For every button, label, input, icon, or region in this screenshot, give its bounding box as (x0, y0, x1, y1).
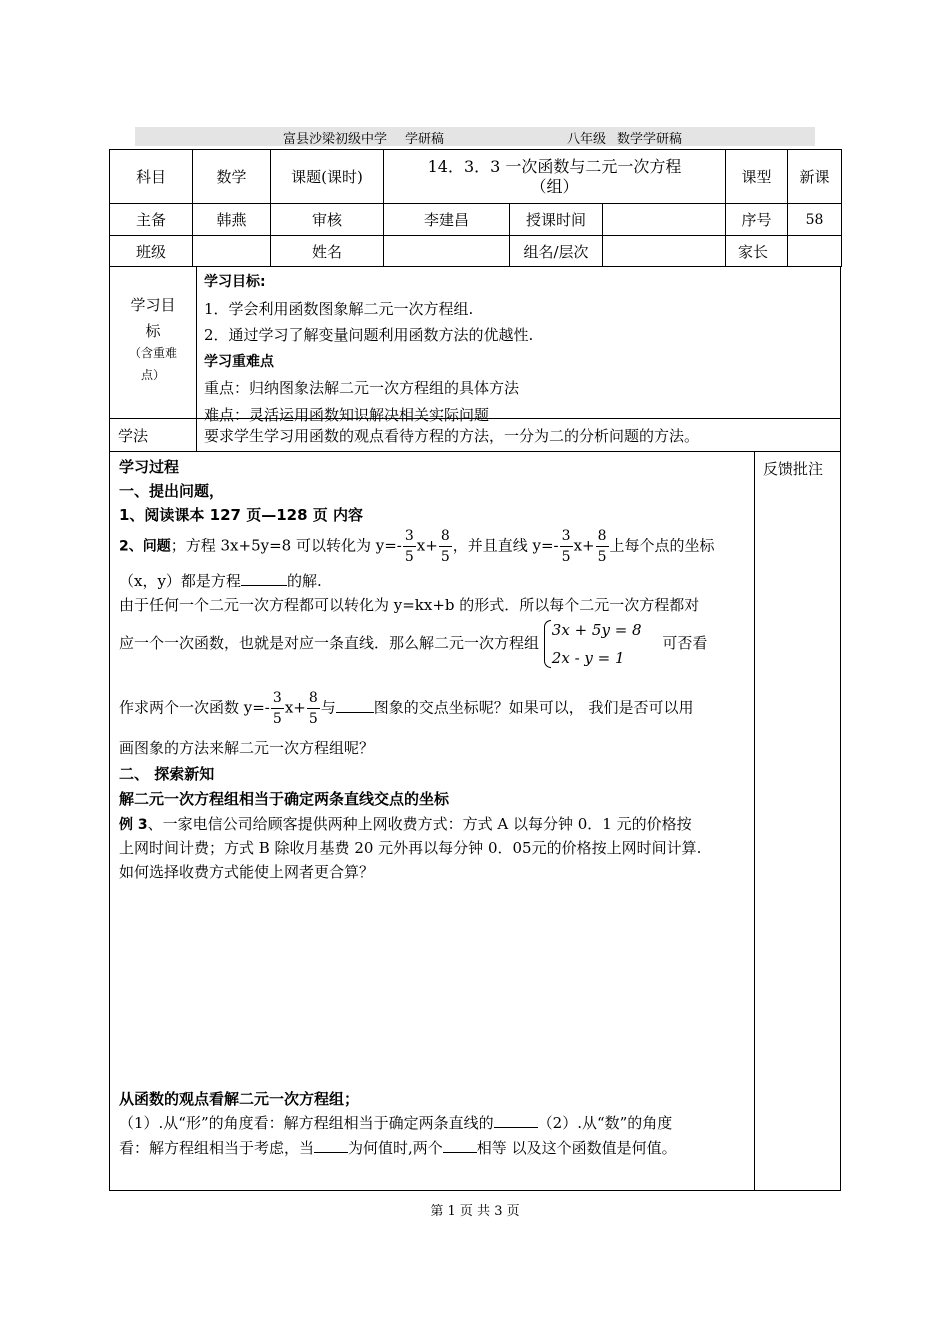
fraction: $\frac{8}{5}$ (597, 528, 607, 565)
parent-label-cell: 家长 (726, 236, 788, 267)
topic-line-1: 14．3．3 一次函数与二元一次方程 (427, 156, 682, 176)
document-header (135, 127, 815, 146)
reviewer-label-cell: 审核 (271, 204, 384, 236)
section-3-title: 从函数的观点看解二元一次方程组； (119, 1090, 360, 1108)
serial-label-cell: 序号 (726, 204, 788, 236)
section-3-line-2: 看：解方程组相当于考虑，当 为何值时,两个 相等 以及这个函数值是何值。 (119, 1139, 677, 1157)
example-label: 例 3 (119, 817, 148, 833)
lesson-body (109, 266, 841, 1191)
method-text: 要求学生学习用函数的观点看待方程的方法，一分为二的分析问题的方法。 (204, 427, 700, 445)
section-1-item-1: 1、阅读课本 127 页—128 页 内容 (119, 506, 363, 524)
goal-label-line-3: （含重难 (128, 346, 177, 360)
answer-blank[interactable] (443, 1140, 477, 1153)
fraction: $\frac{3}{5}$ (272, 690, 282, 727)
question-label: 2、问题 (119, 538, 171, 555)
name-label-cell: 姓名 (271, 236, 384, 267)
feedback-label: 反馈批注 (763, 460, 824, 478)
method-label: 学法 (118, 427, 149, 445)
teach-time-label-cell: 授课时间 (510, 204, 603, 236)
school-name: 富县沙梁初级中学 (283, 132, 388, 147)
goal-title: 学习目标: (204, 274, 266, 290)
section-2-title: 二、 探索新知 (119, 765, 215, 783)
paragraph-line-3: 作求两个一次函数 y=- $\frac{3}{5}$ x+ $\frac{8}{5}$ 与 图象的交点坐标呢？如果可以， 我们是否可以用 (119, 690, 694, 727)
class-value-cell[interactable] (193, 236, 271, 267)
preparer-value-cell: 韩燕 (193, 204, 271, 236)
goal-label-line-4: 点） (140, 368, 165, 382)
reviewer-value-cell: 李建昌 (384, 204, 510, 236)
parent-value-cell[interactable] (788, 236, 842, 267)
preparer-label-cell: 主备 (110, 204, 193, 236)
topic-line-2: （组） (530, 176, 579, 196)
group-label-cell: 组名/层次 (510, 236, 603, 267)
equation-system: 3x + 5y = 8 2x - y = 1 (544, 616, 642, 672)
paragraph-line-1: 由于任何一个二元一次方程都可以转化为 y=kx+b 的形式．所以每个二元一次方程都对 (119, 596, 700, 614)
example-line-1: 例 3、一家电信公司给顾客提供两种上网收费方式：方式 A 以每分钟 0．1 元的价格按 (119, 815, 692, 833)
fraction: $\frac{3}{5}$ (404, 528, 414, 565)
group-value-cell[interactable] (603, 236, 726, 267)
answer-blank[interactable] (241, 573, 287, 586)
class-label-cell: 班级 (110, 236, 193, 267)
goal-item-2: 2．通过学习了解变量问题利用函数方法的优越性. (204, 326, 534, 344)
answer-blank[interactable] (336, 700, 374, 713)
topic-value-cell (384, 150, 726, 204)
goal-label-cell (110, 266, 197, 418)
question-line: 2、问题；方程 3x+5y=8 可以转化为 y=- $\frac{3}{5}$ x+ $\frac{8}{5}$ ，并且直线 y=- $\frac{3}{5}$ x+ $\frac{8}{5}$ 上每个点的坐标 (119, 528, 715, 565)
answer-blank[interactable] (494, 1115, 538, 1128)
info-table (109, 149, 842, 267)
name-value-cell[interactable] (384, 236, 510, 267)
subject-value-cell: 数学 (193, 150, 271, 204)
process-title: 学习过程 (119, 458, 180, 476)
fraction: $\frac{8}{5}$ (308, 690, 318, 727)
goal-item-1: 1．学会利用函数图象解二元一次方程组. (204, 299, 474, 318)
method-row (110, 419, 840, 452)
paragraph-line-4: 画图象的方法来解二元一次方程组呢？ (119, 739, 375, 757)
section-3-line-1: （1）.从“形”的角度看：解方程组相当于确定两条直线的 （2）.从“数”的角度 (119, 1114, 673, 1132)
goal-label-line-2: 标 (145, 322, 161, 340)
process-main (110, 452, 755, 1190)
subject-label: 数学学研稿 (617, 132, 683, 147)
example-line-2: 上网时间计费；方式 B 除收月基费 20 元外再以每分钟 0．05元的价格按上网时间计算. (119, 839, 702, 857)
subject-label-cell: 科目 (110, 150, 193, 204)
key-point: 重点：归纳图象法解二元一次方程组的具体方法 (204, 379, 520, 397)
example-line-3: 如何选择收费方式能使上网者更合算？ (119, 863, 375, 881)
grade-label: 八年级 (567, 132, 607, 147)
goal-content (204, 269, 533, 428)
paragraph-line-2: 应一个一次函数，也就是对应一条直线．那么解二元一次方程组 3x + 5y = 8 2x - y = 1 可否看 (119, 616, 707, 672)
fraction: $\frac{3}{5}$ (561, 528, 571, 565)
fraction: $\frac{8}{5}$ (440, 528, 450, 565)
key-points-title: 学习重难点 (204, 353, 274, 370)
draft-label: 学研稿 (405, 132, 445, 147)
difficult-point: 难点：灵活运用函数知识解决相关实际问题 (204, 405, 490, 424)
page-footer: 第 1 页 共 3 页 (430, 1204, 520, 1219)
process-row (110, 452, 840, 1190)
lesson-type-label-cell: 课型 (726, 150, 788, 204)
section-1-title: 一、提出问题， (119, 482, 225, 500)
section-2-subtitle: 解二元一次方程组相当于确定两条直线交点的坐标 (119, 790, 450, 808)
teach-time-value-cell[interactable] (603, 204, 726, 236)
lesson-type-value-cell: 新课 (788, 150, 842, 204)
goal-label-line-1: 学习目 (130, 296, 176, 314)
topic-label-cell: 课题(课时) (271, 150, 384, 204)
serial-value-cell: 58 (788, 204, 842, 236)
answer-blank[interactable] (314, 1140, 348, 1153)
question-line-2: （x，y）都是方程 的解. (119, 572, 322, 590)
goal-row (110, 266, 840, 424)
